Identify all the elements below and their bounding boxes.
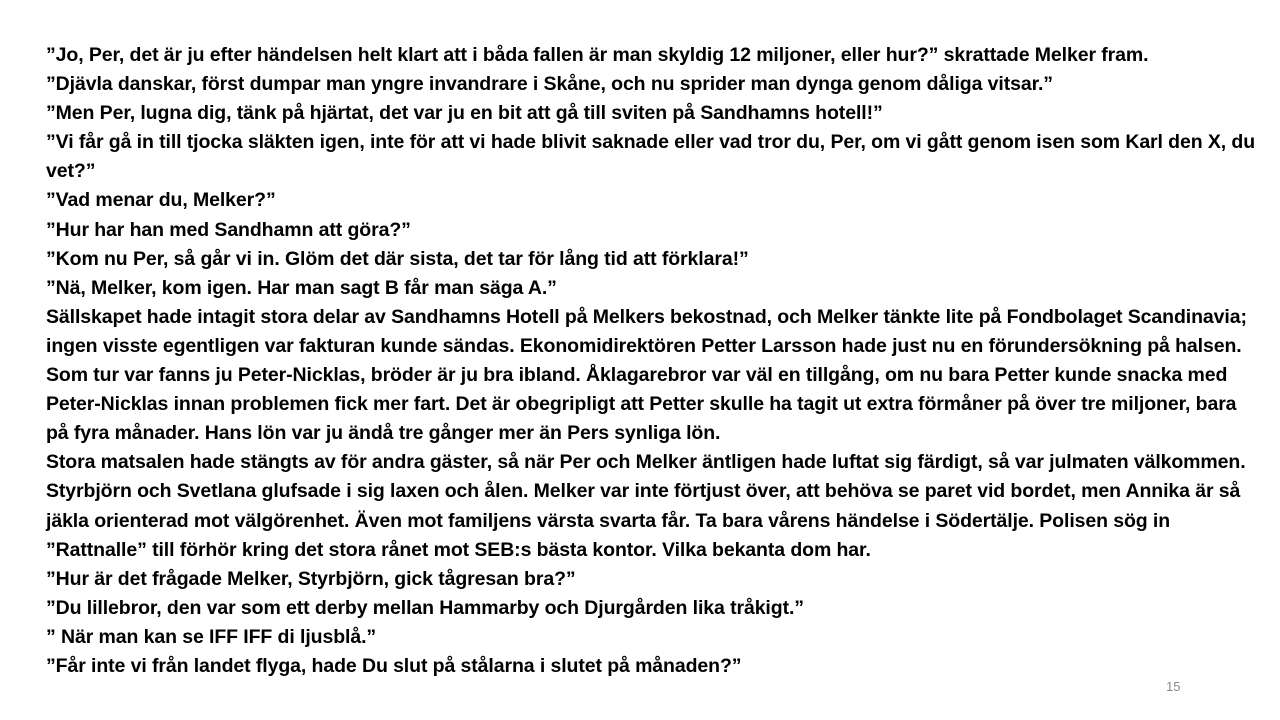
narrative-paragraph: Stora matsalen hade stängts av för andra gäster, så när Per och Melker äntligen hade luftat sig färdigt, så var julmaten välkommen. Styrbjörn och Svetlana glufsade i sig laxen och ålen. Melker var inte förtjust över, att behöva se paret vid bordet, men Annika är så jäkla orienterad mot välgörenhet. Även mot familjens värsta svarta får. Ta bara vårens händelse i Södertälje. Polisen sög in ”Rattnalle” till förhör kring det stora rånet mot SEB:s bästa kontor. Vilka bekanta dom har. [46,451,1246,561]
dialogue-line: ”Jo, Per, det är ju efter händelsen helt klart att i båda fallen är man skyldig 12 miljoner, eller hur?” skrattade Melker fram. [46,44,1149,66]
dialogue-line: ”Kom nu Per, så går vi in. Glöm det där sista, det tar för lång tid att förklara!” [46,247,749,270]
dialogue-line: ”Nä, Melker, kom igen. Har man sagt B får man säga A.” [46,276,557,299]
slide-text-body [46,41,1262,681]
narrative-paragraph: Sällskapet hade intagit stora delar av Sandhamns Hotell på Melkers bekostnad, och Melker tänkte lite på Fondbolaget Scandinavia; ingen visste egentligen var fakturan kunde sändas. Ekonomidirektören Petter Larsson hade just nu en förundersökning på halsen. Som tur var fanns ju Peter-Nicklas, bröder är ju bra ibland. Åklagarebror var väl en tillgång, om nu bara Petter kunde snacka med Peter-Nicklas innan problemen fick mer fart. Det är obegripligt att Petter skulle ha tagit ut extra förmåner på över tre miljoner, bara på fyra månader. Hans lön var ju ändå tre gånger mer än Pers synliga lön. [46,305,1247,445]
dialogue-line: ”Djävla danskar, först dumpar man yngre invandrare i Skåne, och nu sprider man dynga genom dåliga vitsar.” [46,73,1053,96]
page-number: 15 [1166,679,1181,694]
dialogue-line: ”Hur har han med Sandhamn att göra?” [46,218,411,241]
dialogue-line: ”Vad menar du, Melker?” [46,189,276,212]
dialogue-line: ”Men Per, lugna dig, tänk på hjärtat, det var ju en bit att gå till sviten på Sandhamns hotell!” [46,102,883,125]
dialogue-line: ”Hur är det frågade Melker, Styrbjörn, gick tågresan bra?” [46,567,576,590]
dialogue-line: ”Du lillebror, den var som ett derby mellan Hammarby och Djurgården lika tråkigt.” [46,596,804,619]
dialogue-line: ”Vi får gå in till tjocka släkten igen, inte för att vi hade blivit saknade eller vad tror du, Per, om vi gått genom isen som Karl den X, du vet?” [46,131,1256,183]
dialogue-line: ”Får inte vi från landet flyga, hade Du slut på stålarna i slutet på månaden?” [46,654,742,677]
dialogue-line: ” När man kan se IFF IFF di ljusblå.” [46,625,377,648]
